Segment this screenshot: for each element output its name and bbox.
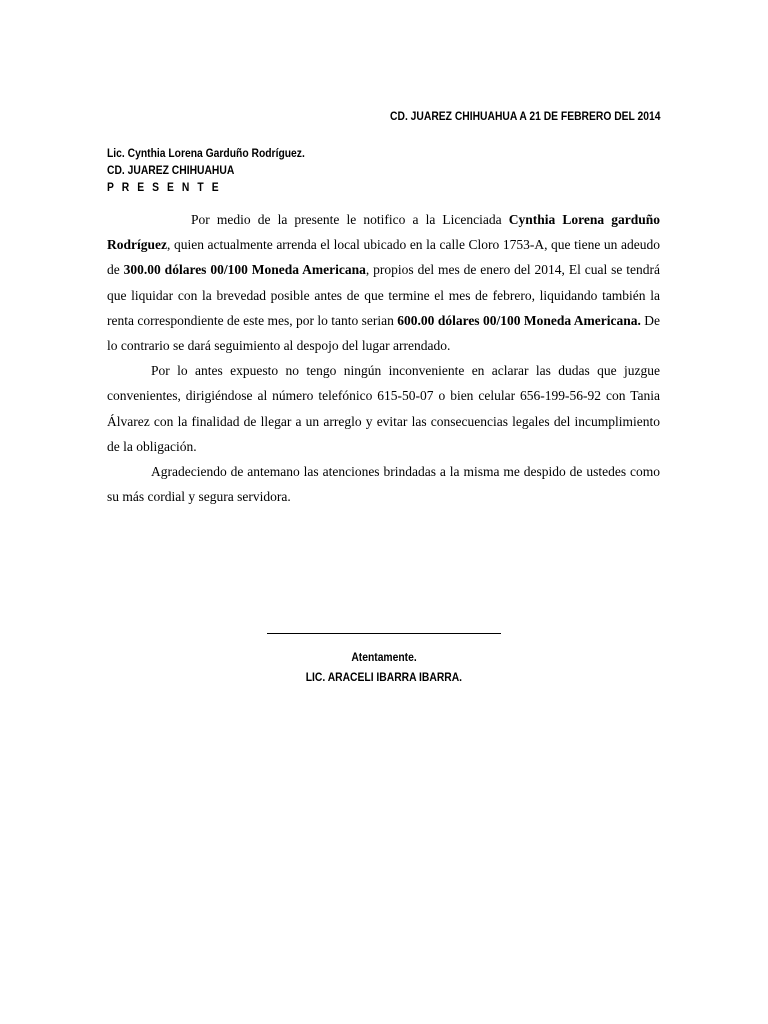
tenant-name: Cynthia Lorena garduño Rodríguez (107, 212, 661, 253)
paragraph-farewell: Agradeciendo de antemano las atenciones brindadas a la misma me despido de ustedes como su más cordial y segura servidora. (107, 464, 660, 505)
recipient-city: CD. JUAREZ CHIHUAHUA (107, 163, 235, 177)
notice-text-1: Por medio de la presente le notifico a la Licenciada (191, 212, 509, 227)
notice-text-2: , quien actualmente arrenda el local ubicado en la calle Cloro 1753-A, que tiene un adeudo de (107, 237, 660, 278)
presente-label: P R E S E N T E (107, 180, 222, 194)
letter-body (107, 207, 660, 509)
paragraph-notice (107, 207, 660, 358)
recipient-name: Lic. Cynthia Lorena Garduño Rodríguez. (107, 146, 305, 160)
paragraph-contact: Por lo antes expuesto no tengo ningún inconveniente en aclarar las dudas que juzgue convenientes, dirigiéndose al número telefónico 615-50-07 o bien celular 656-199-56-92 con Tania Álvarez con la finalidad de llegar a un arreglo y evitar las consecuencias legales del incumplimiento de la obligación. (107, 363, 660, 454)
debt-amount: 300.00 dólares 00/100 Moneda Americana (123, 262, 366, 278)
salutation: Atentamente. (351, 650, 417, 664)
total-amount: 600.00 dólares 00/100 Moneda Americana. (397, 312, 641, 328)
closing-block (0, 647, 768, 687)
notice-text-4: De lo contrario se dará seguimiento al despojo del lugar arrendado. (107, 312, 660, 354)
signer-name: LIC. ARACELI IBARRA IBARRA. (305, 670, 463, 684)
signature-line (267, 633, 501, 634)
date-line: CD. JUAREZ CHIHUAHUA A 21 DE FEBRERO DEL 2014 (390, 109, 661, 123)
notice-text-3: , propios del mes de enero del 2014, El cual se tendrá que liquidar con la brevedad posible antes de que termine el mes de febrero, liquidando también la renta correspondiente de este mes, por lo tanto serian (107, 262, 660, 328)
recipient-block (107, 145, 305, 196)
